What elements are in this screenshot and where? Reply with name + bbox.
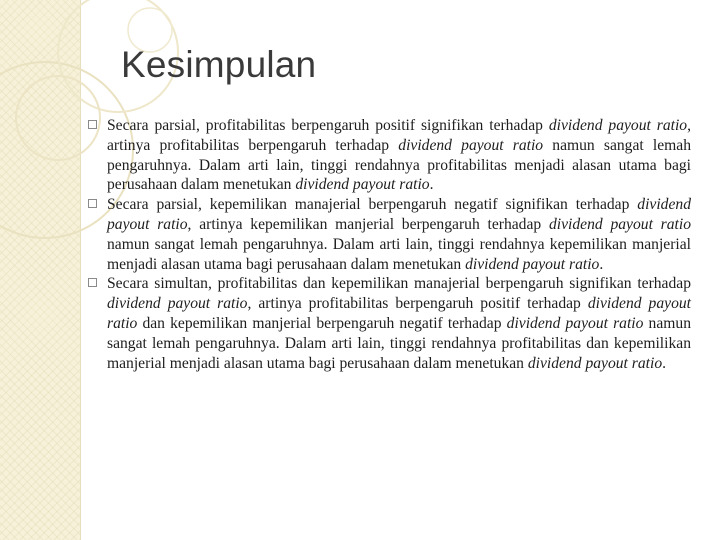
slide-title: Kesimpulan [121,44,317,85]
bullet-text [107,275,691,371]
square-bullet-icon [88,199,97,208]
italic-term: dividend payout ratio [548,215,692,233]
italic-term: dividend payout ratio [527,354,663,372]
bullet-item [88,116,691,195]
square-bullet-icon [88,278,97,287]
bullet-item [88,274,691,373]
text-run: dan kepemilikan manjerial berpengaruh negatif terhadap [137,314,507,332]
text-run: namun sangat lemah pengaruhnya. Dalam arti lain, tinggi rendahnya profitabilitas dan kepemilikan manjerial menjadi alasan utama bagi perusahaan dalam menetukan [107,314,692,372]
text-run: , artinya profitabilitas berpengaruh positif terhadap [247,295,588,313]
italic-term: dividend payout ratio [107,295,691,332]
text-run: namun sangat lemah pengaruhnya. Dalam arti lain, tinggi rendahnya kepemilikan manjerial menjadi alasan utama bagi perusahaan dalam menetukan [107,235,691,273]
italic-term: dividend payout ratio [107,295,248,313]
bullet-text [107,117,691,193]
bullet-item [88,195,691,274]
text-run: namun sangat lemah pengaruhnya. Dalam arti lain, tinggi rendahnya profitabilitas menjadi alasan utama bagi perusahaan dalam menetukan [107,136,691,194]
text-run: . [429,176,434,194]
text-run: Secara simultan, profitabilitas dan kepemilikan manajerial berpengaruh signifikan terhadap [107,275,691,293]
italic-term: dividend payout ratio [506,314,644,332]
text-run: . [662,354,667,372]
italic-term: dividend payout ratio [548,117,688,134]
text-run: , artinya profitabilitas berpengaruh terhadap [107,117,691,154]
italic-term: dividend payout ratio [398,136,544,154]
italic-term: dividend payout ratio [295,176,430,194]
bullet-text [107,196,691,272]
text-run: Secara parsial, profitabilitas berpengaruh positif signifikan terhadap [107,117,549,134]
square-bullet-icon [88,120,97,129]
text-run: , artinya kepemilikan manjerial berpengaruh terhadap [187,215,549,233]
conclusion-bullet-list [88,116,691,373]
italic-term: dividend payout ratio [465,255,600,273]
text-run: Secara parsial, kepemilikan manajerial berpengaruh negatif signifikan terhadap [107,196,638,214]
italic-term: dividend payout ratio [107,196,691,233]
text-run: . [599,255,604,273]
